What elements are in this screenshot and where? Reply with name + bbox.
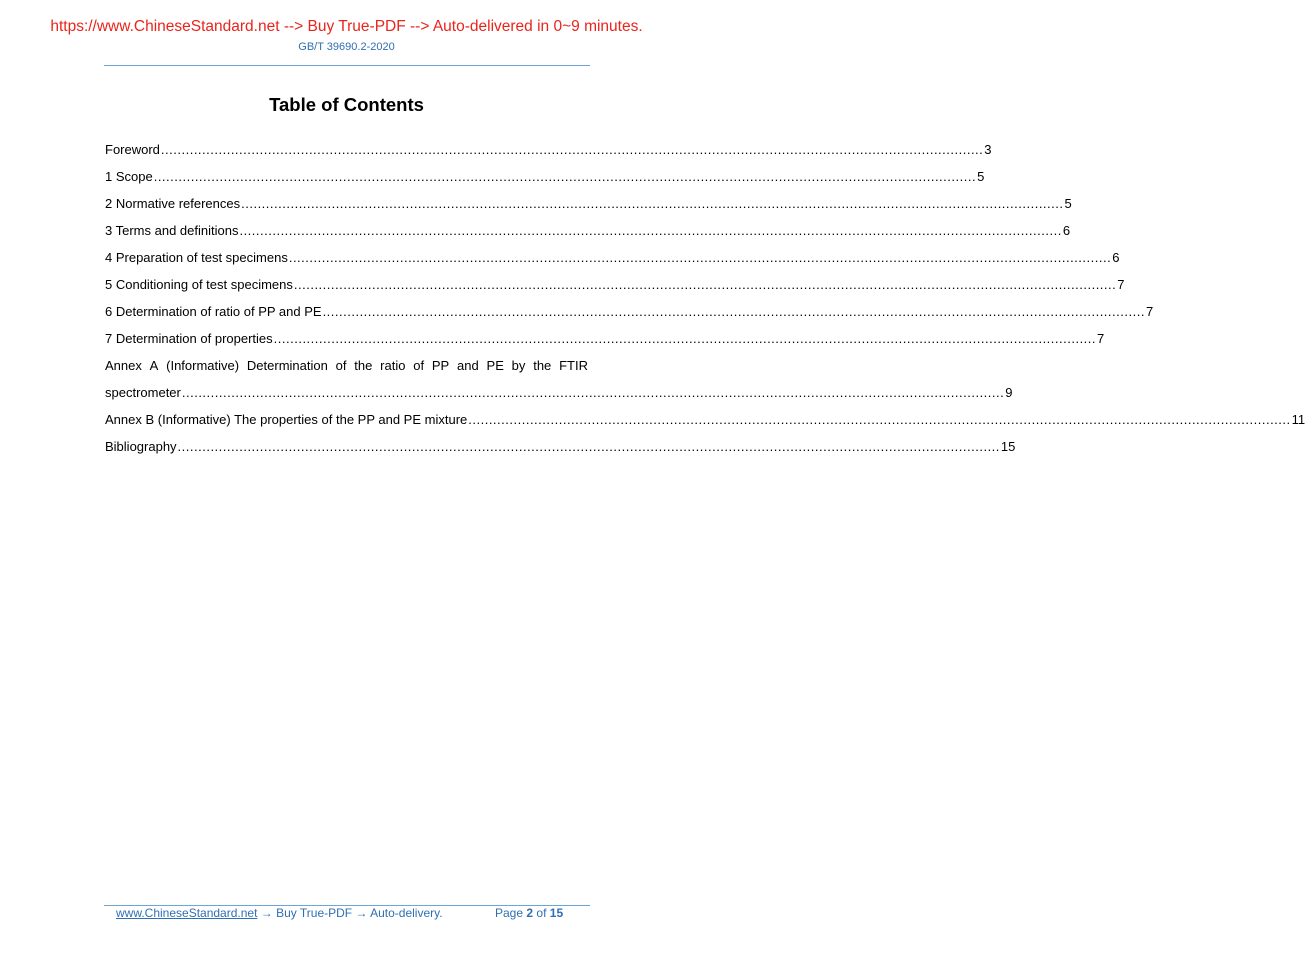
toc-entry-annex-b[interactable] <box>105 406 1305 433</box>
toc-entry-ratio[interactable] <box>105 298 1154 325</box>
toc-label: 3 Terms and definitions <box>105 223 239 238</box>
toc-word: by <box>511 358 526 373</box>
header-divider <box>104 65 590 66</box>
toc-entry-foreword[interactable] <box>105 136 992 163</box>
toc-entry-normative-references[interactable] <box>105 190 1072 217</box>
toc-leader-dots: ........................................................................................................................................................................................................ <box>153 169 977 184</box>
toc-label: Annex B (Informative) The properties of the PP and PE mixture <box>105 412 468 427</box>
toc-page-number: 7 <box>1097 331 1105 346</box>
toc-label: 5 Conditioning of test specimens <box>105 277 293 292</box>
toc-word: PE <box>486 358 504 373</box>
toc-entry-annex-a-line1[interactable] <box>105 352 588 379</box>
toc-entry-terms-definitions[interactable] <box>105 217 1071 244</box>
toc-label: 6 Determination of ratio of PP and PE <box>105 304 322 319</box>
page-total: 15 <box>549 906 564 920</box>
toc-word: and <box>457 358 479 373</box>
footer-link[interactable]: www.ChineseStandard.net <box>116 906 258 920</box>
toc-entry-annex-a-line2[interactable] <box>105 379 1013 406</box>
toc-leader-dots: ........................................................................................................................................................................................................ <box>239 223 1062 238</box>
toc-page-number: 3 <box>984 142 992 157</box>
toc-entry-properties[interactable] <box>105 325 1105 352</box>
toc-word: A <box>149 358 159 373</box>
toc-word: the <box>354 358 373 373</box>
toc-page-number: 5 <box>1064 196 1072 211</box>
toc-word: the <box>533 358 552 373</box>
toc-word: Annex <box>105 358 142 373</box>
toc-label: Foreword <box>105 142 160 157</box>
toc-label: 1 Scope <box>105 169 153 184</box>
toc-word: Determination <box>246 358 328 373</box>
toc-leader-dots: ........................................................................................................................................................................................................ <box>288 250 1112 265</box>
footer-tail: → Buy True-PDF → Auto-delivery. <box>257 906 443 920</box>
toc-word: FTIR <box>559 358 588 373</box>
table-of-contents <box>105 136 1305 460</box>
toc-label: 7 Determination of properties <box>105 331 273 346</box>
page-indicator <box>495 906 563 920</box>
toc-page-number: 7 <box>1145 304 1154 319</box>
toc-page-number: 7 <box>1117 277 1125 292</box>
toc-label: 2 Normative references <box>105 196 241 211</box>
footer-promo <box>116 906 443 920</box>
toc-word: of <box>413 358 425 373</box>
toc-leader-dots: ........................................................................................................................................................................................................ <box>177 439 1000 454</box>
header-banner: https://www.ChineseStandard.net --> Buy True-PDF --> Auto-delivered in 0~9 minutes. <box>50 18 643 35</box>
toc-word: (Informative) <box>166 358 240 373</box>
toc-leader-dots: ........................................................................................................................................................................................................ <box>181 385 1005 400</box>
toc-word: PP <box>431 358 450 373</box>
toc-entry-preparation[interactable] <box>105 244 1120 271</box>
toc-page-number: 5 <box>977 169 985 184</box>
page-of: of <box>536 906 547 920</box>
toc-entry-scope[interactable] <box>105 163 985 190</box>
toc-entry-conditioning[interactable] <box>105 271 1125 298</box>
toc-word: of <box>335 358 347 373</box>
page-title: Table of Contents <box>269 94 424 115</box>
toc-page-number: 15 <box>1000 439 1016 454</box>
page-word: Page <box>495 906 524 920</box>
toc-label: 4 Preparation of test specimens <box>105 250 288 265</box>
toc-page-number: 6 <box>1112 250 1120 265</box>
toc-leader-dots: ........................................................................................................................................................................................................ <box>293 277 1117 292</box>
toc-leader-dots: ........................................................................................................................................................................................................ <box>160 142 984 157</box>
toc-page-number: 9 <box>1005 385 1013 400</box>
toc-leader-dots: ........................................................................................................................................................................................................ <box>241 196 1064 211</box>
toc-label-justified <box>105 352 588 379</box>
standard-number: GB/T 39690.2-2020 <box>298 41 395 53</box>
toc-leader-dots: ........................................................................................................................................................................................................ <box>322 304 1145 319</box>
toc-page-number: 11 <box>1291 412 1305 427</box>
toc-label: spectrometer <box>105 385 181 400</box>
toc-leader-dots: ........................................................................................................................................................................................................ <box>468 412 1291 427</box>
toc-label: Bibliography <box>105 439 177 454</box>
toc-page-number: 6 <box>1062 223 1071 238</box>
toc-leader-dots: ........................................................................................................................................................................................................ <box>273 331 1097 346</box>
page-current: 2 <box>526 906 534 920</box>
toc-word: ratio <box>380 358 406 373</box>
toc-entry-bibliography[interactable] <box>105 433 1016 460</box>
